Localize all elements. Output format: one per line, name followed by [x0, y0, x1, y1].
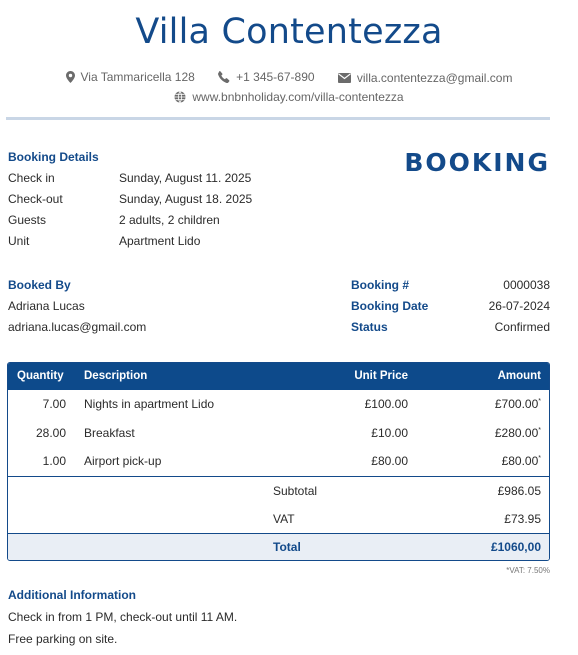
vat-value: £73.95 — [504, 511, 541, 526]
row-description: Nights in apartment Lido — [84, 397, 215, 411]
detail-label: Guests — [8, 213, 47, 227]
header-amount: Amount — [497, 370, 541, 382]
website-row — [0, 90, 578, 106]
email-text[interactable]: villa.contentezza@gmail.com — [356, 71, 513, 85]
meta-value-status: Confirmed — [494, 320, 550, 334]
detail-value: Apartment Lido — [119, 234, 201, 248]
email-item[interactable] — [338, 71, 513, 85]
guest-name: Adriana Lucas — [8, 299, 85, 313]
amount-value: £700.00 — [494, 397, 539, 411]
row-quantity: 1.00 — [42, 454, 66, 469]
meta-label-booking-number: Booking # — [351, 278, 410, 292]
map-pin-icon — [66, 71, 75, 83]
subtotal-value: £986.05 — [497, 484, 541, 499]
vat-mark: * — [538, 455, 541, 463]
header-unit-price: Unit Price — [354, 370, 408, 382]
additional-info-heading: Additional Information — [8, 588, 136, 602]
total-label: Total — [273, 540, 301, 555]
header-description: Description — [84, 370, 148, 382]
vat-mark: * — [538, 398, 541, 405]
row-unit-price: £100.00 — [364, 397, 408, 411]
website-item[interactable] — [174, 90, 403, 104]
detail-value: 2 adults, 2 children — [119, 213, 220, 227]
table-row — [8, 419, 549, 448]
globe-icon — [174, 91, 186, 103]
vat-mark: * — [538, 426, 541, 434]
row-quantity: 28.00 — [35, 425, 66, 440]
website-text[interactable]: www.bnbnholiday.com/villa-contentezza — [192, 90, 404, 104]
phone-item — [218, 70, 314, 84]
address-text: Via Tammaricella 128 — [80, 70, 195, 84]
amount-value: £80.00 — [501, 454, 539, 469]
meta-value-booking-date: 26-07-2024 — [488, 299, 550, 313]
row-quantity: 7.00 — [42, 397, 66, 411]
meta-label-booking-date: Booking Date — [351, 299, 429, 313]
row-amount — [502, 454, 541, 468]
header-quantity: Quantity — [17, 370, 64, 382]
row-unit-price: £80.00 — [371, 454, 408, 469]
detail-label: Unit — [8, 234, 30, 248]
table-row — [8, 447, 549, 476]
table-row — [8, 390, 549, 419]
additional-info-line: Check in from 1 PM, check-out until 11 AM. — [8, 610, 238, 624]
document-heading: BOOKING — [404, 148, 550, 177]
guest-email[interactable]: adriana.lucas@gmail.com — [8, 320, 147, 334]
property-title: Villa Contentezza — [135, 12, 443, 52]
detail-label: Check-out — [8, 192, 63, 206]
additional-info-line: Free parking on site. — [8, 632, 118, 646]
detail-value: Sunday, August 18. 2025 — [119, 192, 253, 206]
phone-text: +1 345-67-890 — [236, 70, 315, 84]
row-amount — [495, 397, 541, 411]
subtotal-row — [8, 476, 549, 505]
total-value: £1060,00 — [490, 540, 541, 555]
vat-row — [8, 505, 549, 534]
vat-label: VAT — [273, 511, 295, 526]
booked-by-heading: Booked By — [8, 278, 71, 292]
total-row — [8, 533, 549, 560]
contact-row — [0, 70, 578, 86]
row-description: Breakfast — [84, 425, 135, 440]
amount-value: £280.00 — [494, 425, 539, 440]
phone-icon — [218, 71, 230, 83]
detail-label: Check in — [8, 171, 55, 185]
envelope-icon — [338, 73, 351, 83]
table-header — [8, 363, 549, 390]
meta-label-status: Status — [351, 320, 388, 334]
row-description: Airport pick-up — [84, 454, 162, 469]
row-amount — [495, 426, 541, 440]
header-divider — [6, 117, 550, 120]
vat-note: *VAT: 7.50% — [506, 566, 550, 575]
row-unit-price: £10.00 — [371, 425, 408, 440]
detail-value: Sunday, August 11. 2025 — [119, 171, 252, 185]
charges-table — [7, 362, 550, 561]
meta-value-booking-number: 0000038 — [503, 278, 550, 292]
subtotal-label: Subtotal — [273, 484, 318, 499]
booking-details-heading: Booking Details — [8, 150, 99, 164]
address-item — [66, 70, 195, 84]
